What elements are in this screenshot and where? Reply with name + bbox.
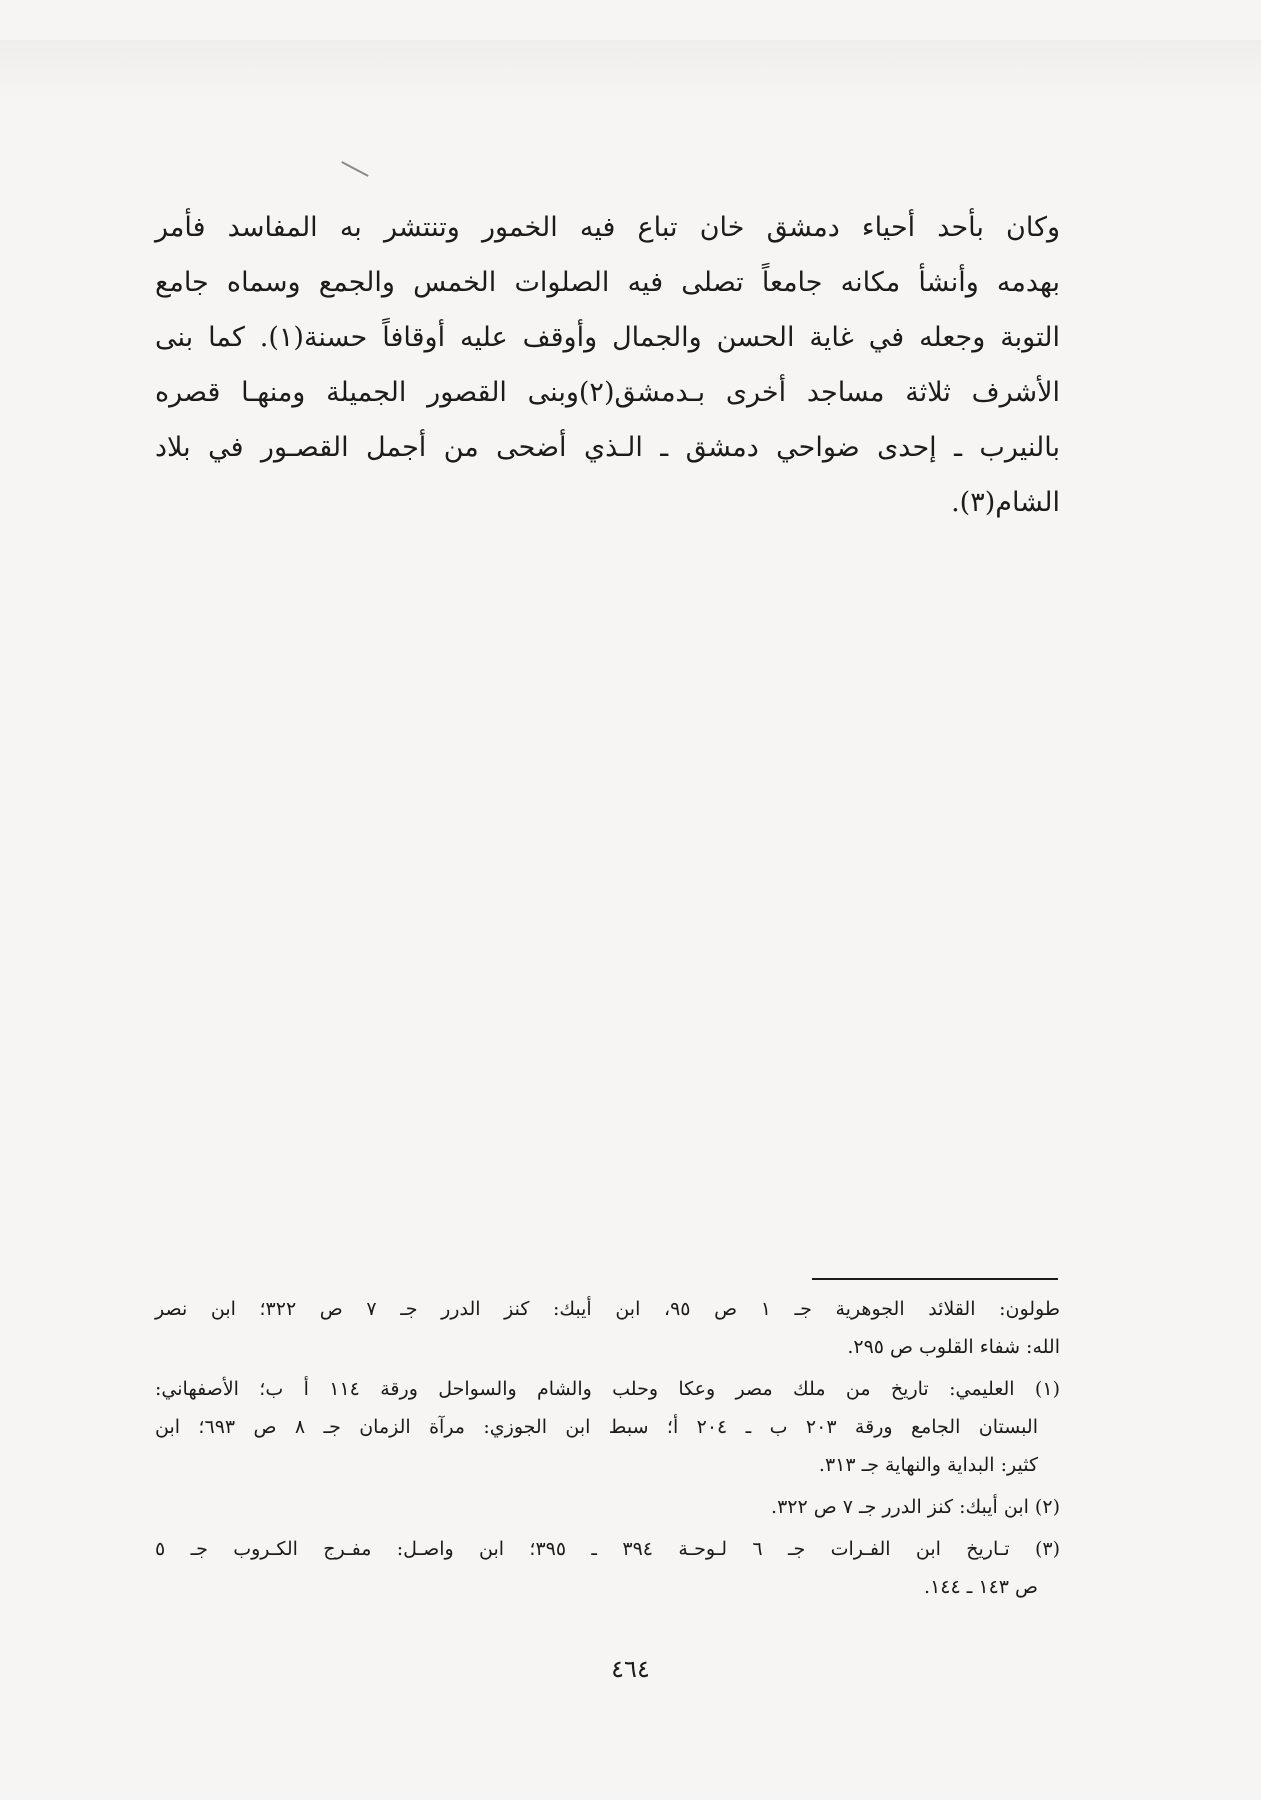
footnote-separator [812,1278,1058,1280]
footnote-line: ص ١٤٣ ـ ١٤٤. [924,1576,1038,1598]
footnote-line: كثير: البداية والنهاية جـ ٣١٣. [818,1454,1038,1476]
footnote-1 [155,1370,1060,1484]
footnote-line: (١) العليمي: تاريخ من ملك مصر وعكا وحلب والشام والسواحل ورقة ١١٤ أ ب؛ الأصفهاني: [155,1378,1060,1400]
body-paragraph [155,200,1060,530]
footnote-line: طولون: القلائد الجوهرية جـ ١ ص ٩٥، ابن أيبك: كنز الدرر جـ ٧ ص ٣٢٢؛ ابن نصر [155,1298,1060,1320]
scan-mark [341,161,368,177]
body-line-2: بهدمه وأنشأ مكانه جامعاً تصلى فيه الصلوات الخمس والجمع وسماه جامع [155,267,1060,298]
body-line-4: الأشرف ثلاثة مساجد أخرى بـدمشق(٢)وبنى القصور الجميلة ومنهـا قصره [155,377,1060,408]
footnotes [155,1290,1060,1610]
footnote-2 [155,1488,1060,1526]
scan-shadow [0,40,1261,100]
body-line-6: الشام(٣). [951,487,1060,518]
footnote-line: الله: شفاء القلوب ص ٢٩٥. [847,1336,1060,1358]
page-number: ٤٦٤ [611,1655,650,1683]
footnote-line: البستان الجامع ورقة ٢٠٣ ب ـ ٢٠٤ أ؛ سبط ابن الجوزي: مرآة الزمان جـ ٨ ص ٦٩٣؛ ابن [155,1416,1038,1438]
footnote-line: (٣) تـاريخ ابن الفـرات جـ ٦ لـوحـة ٣٩٤ ـ ٣٩٥؛ ابن واصـل: مفـرج الكـروب جـ ٥ [155,1538,1061,1560]
body-line-3: التوبة وجعله في غاية الحسن والجمال وأوقف عليه أوقافاً حسنة(١). كما بنى [155,322,1061,353]
footnote-continued [155,1290,1060,1366]
footnote-line: (٢) ابن أيبك: كنز الدرر جـ ٧ ص ٣٢٢. [771,1496,1060,1518]
footnote-3 [155,1530,1060,1606]
body-line-5: بالنيرب ـ إحدى ضواحي دمشق ـ الـذي أضحى من أجمل القصـور في بلاد [155,432,1060,463]
body-line-1: وكان بأحد أحياء دمشق خان تباع فيه الخمور وتنتشر به المفاسد فأمر [155,212,1060,243]
